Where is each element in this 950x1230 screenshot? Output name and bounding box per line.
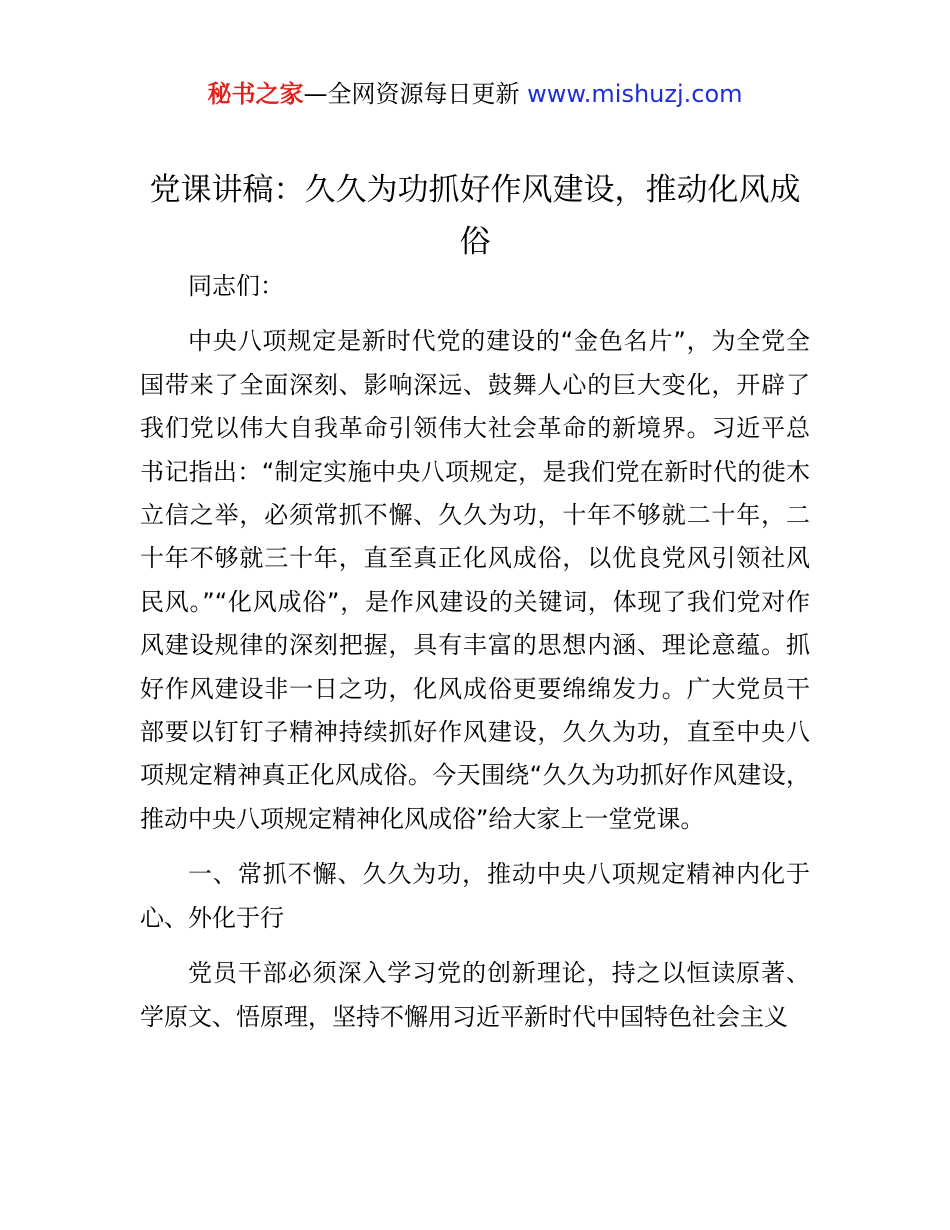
document-title: 党课讲稿：久久为功抓好作风建设，推动化风成俗 xyxy=(149,172,801,260)
site-url-link[interactable]: www.mishuzj.com xyxy=(527,80,743,108)
document-body xyxy=(140,265,810,1051)
salutation-paragraph: 同志们： xyxy=(188,272,284,300)
section-heading-one: 一、常抓不懈、久久为功，推动中央八项规定精神内化于心、外化于行 xyxy=(140,860,810,932)
intro-paragraph: 中央八项规定是新时代党的建设的“金色名片”，为全党全国带来了全面深刻、影响深远、鼓舞人心的巨大变化，开辟了我们党以伟大自我革命引领伟大社会革命的新境界。习近平总书记指出：“制定实施中央八项规定，是我们党在新时代的徙木立信之举，必须常抓不懈、久久为功，十年不够就二十年，二十年不够就三十年，直至真正化风成俗，以优良党风引领社风民风。”“化风成俗”，是作风建设的关键词，体现了我们党对作风建设规律的深刻把握，具有丰富的思想内涵、理论意蕴。抓好作风建设非一日之功，化风成俗更要绵绵发力。广大党员干部要以钉钉子精神持续抓好作风建设，久久为功，直至中央八项规定精神真正化风成俗。今天围绕“久久为功抓好作风建设，推动中央八项规定精神化风成俗”给大家上一堂党课。 xyxy=(140,327,810,833)
site-tagline: —全网资源每日更新 xyxy=(303,80,528,108)
site-brand-name: 秘书之家 xyxy=(207,80,304,108)
site-header-banner xyxy=(0,76,950,112)
body-paragraph: 党员干部必须深入学习党的创新理论，持之以恒读原著、学原文、悟原理，坚持不懈用习近平新时代中国特色社会主义 xyxy=(140,959,810,1031)
